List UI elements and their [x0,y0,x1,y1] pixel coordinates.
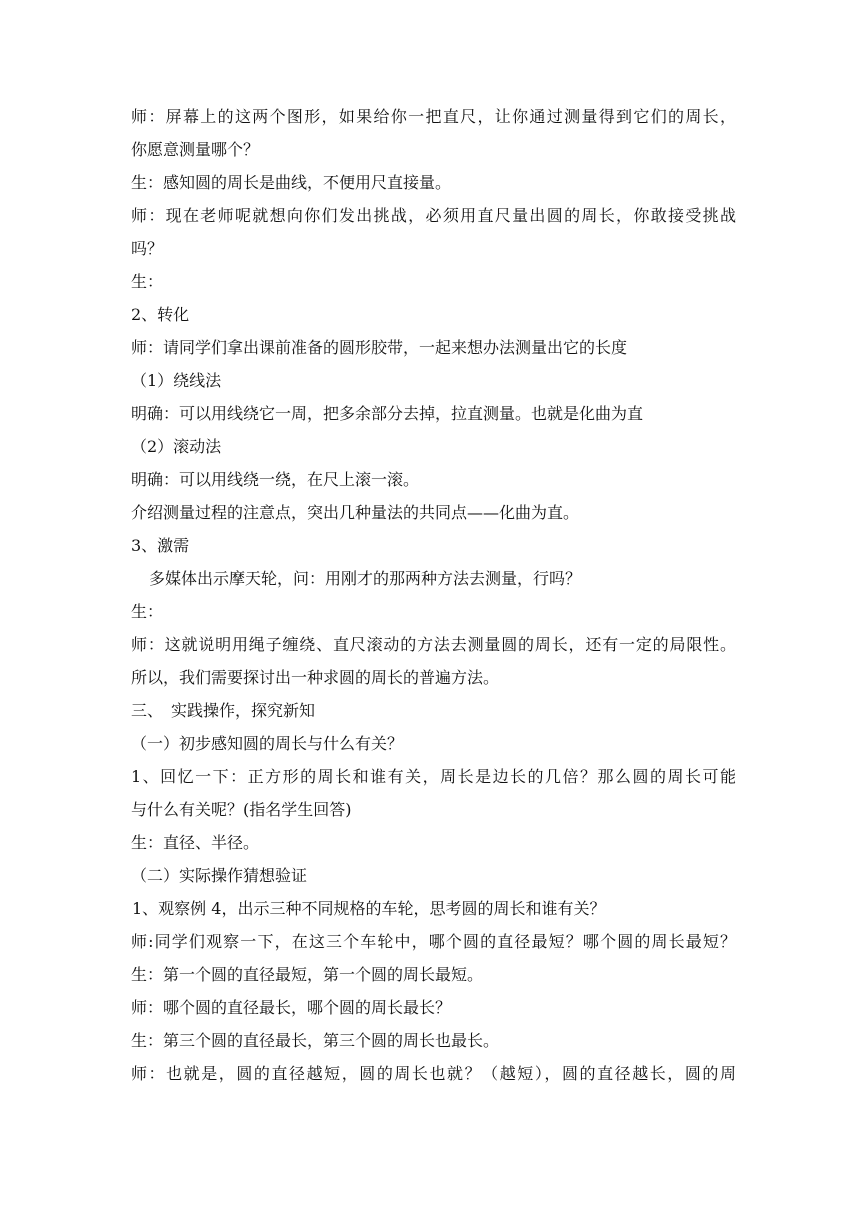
dialogue-line: 生：第一个圆的直径最短，第一个圆的周长最短。 [131,965,484,984]
dialogue-line: 明确：可以用线绕它一周，把多余部分去掉，拉直测量。也就是化曲为直 [131,404,644,423]
dialogue-line: 生：感知圆的周长是曲线，不便用尺直接量。 [131,173,452,192]
dialogue-line: 你愿意测量哪个？ [131,140,260,159]
section-heading: 3、激需 [131,536,190,555]
dialogue-line: 生：直径、半径。 [131,833,260,852]
section-heading: 三、 实践操作，探究新知 [131,701,316,720]
dialogue-line: 师：请同学们拿出课前准备的圆形胶带，一起来想办法测量出它的长度 [131,338,628,357]
dialogue-line: 生：第三个圆的直径最长，第三个圆的周长也最长。 [131,1031,500,1050]
dialogue-line: 生： [131,272,164,291]
dialogue-line: 明确：可以用线绕一绕，在尺上滚一滚。 [131,470,420,489]
document-body [131,100,736,1090]
dialogue-line: 生： [131,602,164,621]
dialogue-line: 师:同学们观察一下，在这三个车轮中，哪个圆的直径最短？哪个圆的周长最短？ [131,932,736,951]
paragraph: 与什么有关呢？(指名学生回答) [131,800,352,819]
dialogue-line: 师：这就说明用绳子缠绕、直尺滚动的方法去测量圆的周长，还有一定的局限性。 [131,635,736,654]
subsection-heading: （一）初步感知圆的周长与什么有关？ [131,734,404,753]
paragraph: 所以，我们需要探讨出一种求圆的周长的普遍方法。 [131,668,500,687]
section-heading: 2、转化 [131,305,190,324]
dialogue-line: 师：屏幕上的这两个图形，如果给你一把直尺，让你通过测量得到它们的周长， [131,107,736,126]
method-heading: （1）绕线法 [131,371,222,390]
dialogue-line: 吗？ [131,239,164,258]
paragraph: 1、观察例 4，出示三种不同规格的车轮，思考圆的周长和谁有关？ [132,899,606,918]
paragraph: 1、回忆一下：正方形的周长和谁有关，周长是边长的几倍？那么圆的周长可能 [131,767,736,786]
subsection-heading: （二）实际操作猜想验证 [131,866,308,885]
dialogue-line: 师：也就是，圆的直径越短，圆的周长也就？（越短），圆的直径越长，圆的周 [131,1064,736,1083]
dialogue-line: 师：现在老师呢就想向你们发出挑战，必须用直尺量出圆的周长，你敢接受挑战 [131,206,736,225]
method-heading: （2）滚动法 [131,437,222,456]
paragraph: 介绍测量过程的注意点，突出几种量法的共同点——化曲为直。 [131,503,580,522]
paragraph: 多媒体出示摩天轮，问：用刚才的那两种方法去测量，行吗？ [149,569,582,588]
dialogue-line: 师：哪个圆的直径最长，哪个圆的周长最长？ [131,998,452,1017]
